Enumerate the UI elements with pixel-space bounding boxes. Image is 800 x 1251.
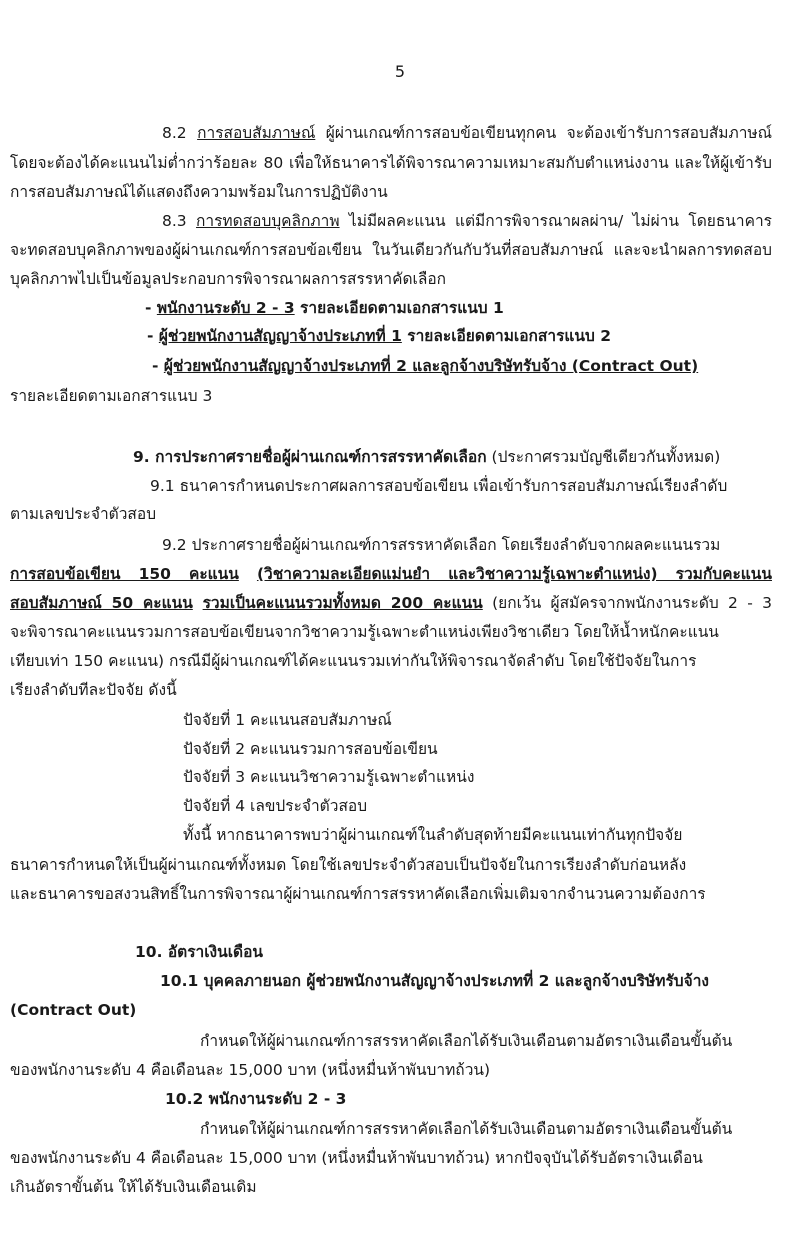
underlined-text: การทดสอบบุคลิกภาพ	[196, 212, 340, 230]
text-line	[10, 1146, 703, 1170]
text-line	[183, 765, 474, 789]
text-segment: จะพิจารณาคะแนนรวมการสอบข้อเขียนจากวิชาความรู้เฉพาะตำแหน่งเพียงวิชาเดียว โดยให้น้ำหนักคะแนน	[10, 623, 719, 641]
text-segment: เทียบเท่า 150 คะแนน) กรณีมีผู้ผ่านเกณฑ์ได้คะแนนรวมเท่ากันให้พิจารณาจัดลำดับ โดยใช้ปัจจัยในการ	[10, 652, 697, 670]
text-line	[10, 151, 772, 175]
text-segment: ไม่มีผลคะแนน แต่มีการพิจารณาผลผ่าน/ ไม่ผ่าน โดยธนาคาร	[339, 212, 773, 230]
text-line	[10, 882, 706, 906]
text-line	[162, 533, 720, 557]
underlined-text: ผู้ช่วยพนักงานสัญญาจ้างประเภทที่ 1	[158, 327, 402, 345]
text-segment: 9.1 ธนาคารกำหนดประกาศผลการสอบข้อเขียน เพื่อเข้ารับการสอบสัมภาษณ์เรียงลำดับ	[150, 477, 728, 495]
text-line	[145, 296, 504, 320]
text-line	[200, 1117, 732, 1141]
underlined-text: สอบสัมภาษณ์ 50 คะแนน	[10, 594, 193, 612]
text-line	[152, 354, 698, 378]
bold-text: 10.1 บุคคลภายนอก ผู้ช่วยพนักงานสัญญาจ้างประเภทที่ 2 และลูกจ้างบริษัทรับจ้าง	[160, 972, 709, 990]
text-segment: กำหนดให้ผู้ผ่านเกณฑ์การสรรหาคัดเลือกได้รับเงินเดือนตามอัตราเงินเดือนขั้นต้น	[200, 1120, 733, 1138]
text-line	[10, 649, 696, 673]
bold-text: 9. การประกาศรายชื่อผู้ผ่านเกณฑ์การสรรหาคัดเลือก	[133, 448, 487, 466]
bold-text: -	[145, 299, 157, 317]
text-line	[150, 474, 727, 498]
text-line	[10, 620, 719, 644]
text-line	[10, 678, 177, 702]
text-line	[10, 180, 388, 204]
text-line	[10, 853, 686, 877]
bold-text: 10. อัตราเงินเดือน	[135, 943, 263, 961]
text-line	[135, 940, 263, 964]
text-line	[10, 591, 772, 615]
text-line	[183, 708, 392, 732]
text-segment: (ประกาศรวมบัญชีเดียวกันทั้งหมด)	[486, 448, 721, 466]
bold-text: -	[147, 327, 159, 345]
underlined-text: (วิชาความละเอียดแม่นยำ และวิชาความรู้เฉพาะตำแหน่ง) รวมกับคะแนน	[256, 565, 772, 583]
underlined-text: การสอบสัมภาษณ์	[197, 124, 316, 142]
bold-text: (Contract Out)	[10, 1001, 137, 1019]
text-segment: จะทดสอบบุคลิกภาพของผู้ผ่านเกณฑ์การสอบข้อเขียน ในวันเดียวกันกับวันที่สอบสัมภาษณ์ และจะนำผลการทดสอบ	[10, 241, 772, 259]
text-line	[160, 969, 709, 993]
text-segment: ปัจจัยที่ 4 เลขประจำตัวสอบ	[183, 797, 368, 815]
underlined-text: พนักงานระดับ 2 - 3	[156, 299, 295, 317]
underlined-text: การสอบข้อเขียน 150 คะแนน	[10, 565, 239, 583]
text-segment: เกินอัตราขั้นต้น ให้ได้รับเงินเดือนเดิม	[10, 1178, 257, 1196]
text-line	[183, 823, 682, 847]
text-line	[162, 121, 772, 145]
text-segment: ทั้งนี้ หากธนาคารพบว่าผู้ผ่านเกณฑ์ในลำดับสุดท้ายมีคะแนนเท่ากันทุกปัจจัย	[183, 826, 683, 844]
text-line	[10, 1175, 257, 1199]
text-line	[133, 445, 720, 469]
text-segment: ปัจจัยที่ 1 คะแนนสอบสัมภาษณ์	[183, 711, 392, 729]
text-segment: ของพนักงานระดับ 4 คือเดือนละ 15,000 บาท (หนึ่งหมื่นห้าพันบาทถ้วน) หากปัจจุบันได้รับอัตราเงินเดือน	[10, 1149, 703, 1167]
bold-text: รายละเอียดตามเอกสารแนบ 1	[294, 299, 504, 317]
text-line	[10, 562, 772, 586]
text-segment: ตามเลขประจำตัวสอบ	[10, 505, 157, 523]
text-segment: ปัจจัยที่ 2 คะแนนรวมการสอบข้อเขียน	[183, 740, 438, 758]
bold-text: -	[152, 357, 164, 375]
bold-text	[239, 565, 257, 583]
text-segment: ผู้ผ่านเกณฑ์การสอบข้อเขียนทุกคน จะต้องเข้ารับการสอบสัมภาษณ์	[315, 124, 773, 142]
text-line	[10, 502, 156, 526]
page-number: 5	[394, 62, 406, 81]
text-line	[183, 737, 438, 761]
text-line	[162, 209, 772, 233]
text-line	[165, 1087, 346, 1111]
text-segment: รายละเอียดตามเอกสารแนบ 3	[10, 387, 213, 405]
text-segment: บุคลิกภาพไปเป็นข้อมูลประกอบการพิจารณาผลการสรรหาคัดเลือก	[10, 270, 447, 288]
text-line	[10, 238, 772, 262]
bold-text: รายละเอียดตามเอกสารแนบ 2	[401, 327, 612, 345]
text-line	[10, 267, 446, 291]
underlined-text: ผู้ช่วยพนักงานสัญญาจ้างประเภทที่ 2 และลูกจ้างบริษัทรับจ้าง (Contract Out)	[163, 357, 699, 375]
text-segment: การสอบสัมภาษณ์ได้แสดงถึงความพร้อมในการปฏิบัติงาน	[10, 183, 388, 201]
text-segment: และธนาคารขอสงวนสิทธิ์ในการพิจารณาผู้ผ่านเกณฑ์การสรรหาคัดเลือกเพิ่มเติมจากจำนวนความต้องการ	[10, 885, 706, 903]
bold-text	[193, 594, 203, 612]
text-line	[183, 794, 367, 818]
text-segment: ปัจจัยที่ 3 คะแนนวิชาความรู้เฉพาะตำแหน่ง	[183, 768, 475, 786]
text-segment: 9.2 ประกาศรายชื่อผู้ผ่านเกณฑ์การสรรหาคัดเลือก โดยเรียงลำดับจากผลคะแนนรวม	[162, 536, 721, 554]
text-segment: ธนาคารกำหนดให้เป็นผู้ผ่านเกณฑ์ทั้งหมด โดยใช้เลขประจำตัวสอบเป็นปัจจัยในการเรียงลำดับก่อนหลัง	[10, 856, 687, 874]
text-segment: (ยกเว้น ผู้สมัครจากพนักงานระดับ 2 - 3	[482, 594, 772, 612]
text-segment: 8.3	[162, 212, 197, 230]
text-segment: ของพนักงานระดับ 4 คือเดือนละ 15,000 บาท (หนึ่งหมื่นห้าพันบาทถ้วน)	[10, 1061, 491, 1079]
text-line	[10, 384, 212, 408]
underlined-text: รวมเป็นคะแนนรวมทั้งหมด 200 คะแนน	[202, 594, 483, 612]
text-segment: โดยจะต้องได้คะแนนไม่ต่ำกว่าร้อยละ 80 เพื่อให้ธนาคารได้พิจารณาความเหมาะสมกับตำแหน่งงาน และให้ผู้เข้ารับ	[10, 154, 772, 172]
text-segment: 8.2	[162, 124, 198, 142]
text-line	[200, 1029, 732, 1053]
text-line	[147, 324, 611, 348]
text-line	[10, 1058, 490, 1082]
text-segment: กำหนดให้ผู้ผ่านเกณฑ์การสรรหาคัดเลือกได้รับเงินเดือนตามอัตราเงินเดือนขั้นต้น	[200, 1032, 733, 1050]
text-segment: เรียงลำดับทีละปัจจัย ดังนี้	[10, 681, 177, 699]
bold-text: 10.2 พนักงานระดับ 2 - 3	[165, 1090, 347, 1108]
text-line	[10, 998, 136, 1022]
